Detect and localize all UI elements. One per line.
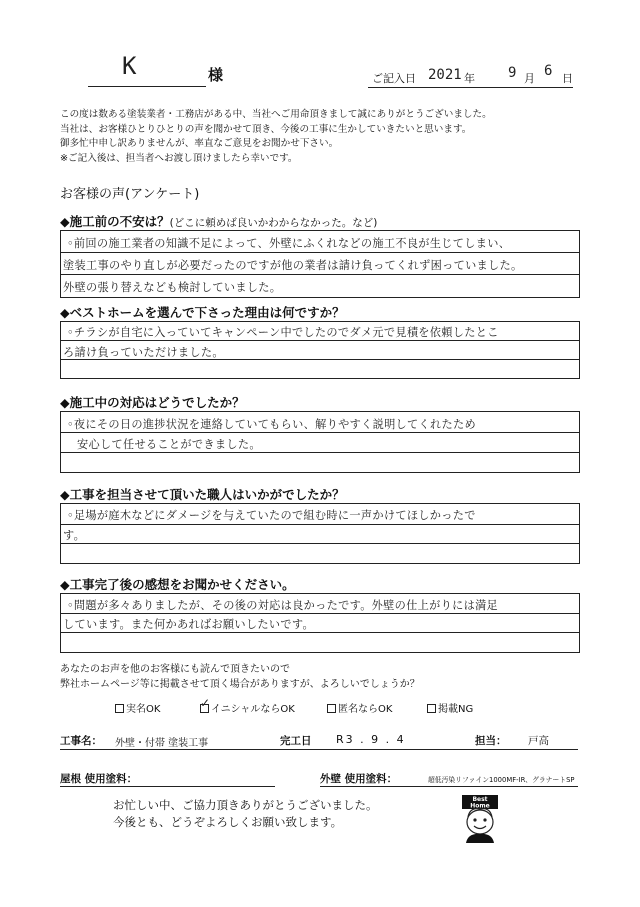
ruled-line [61,452,579,453]
checkbox-icon[interactable] [327,704,336,713]
intro-text [60,108,620,166]
staff-label: 担当： [475,735,507,747]
option-label: 匿名ならOK [338,704,393,715]
day-unit: 日 [562,72,573,85]
date-field [368,65,573,88]
option-label: 掲載NG [438,704,474,715]
ruled-line [61,340,579,341]
question-title [60,575,295,593]
answer-line: す。 [63,529,86,542]
answer-line: ◦夜にその日の進捗状況を連絡していてもらい、解りやすく説明してくれたため [67,418,476,431]
ruled-line [61,252,579,253]
answer-line: ◦前回の施工業者の知識不足によって、外壁にふくれなどの施工不良が生じてしまい、 [67,237,511,250]
option-no-publish[interactable] [427,700,473,715]
answer-line: 外壁の張り替えなども検討していました。 [63,281,282,294]
question-text: ◆施工前の不安は？ [60,214,170,229]
honorific: 様 [208,66,224,84]
wall-paint-line [320,786,578,787]
option-label: 実名OK [126,704,161,715]
question-title [60,393,245,411]
month-unit: 月 [524,72,535,85]
date-year: 2021 [428,67,462,83]
consent-line: 弊社ホームページ等に掲載させて頂く場合がありますが、よろしいでしょうか？ [60,679,420,690]
staff-name: 戸高 [528,735,549,747]
survey-title: お客様の声(アンケート) [60,187,200,202]
intro-line: 御多忙中申し訳ありませんが、率直なご意見をお聞かせ下さい。 [60,138,339,150]
best-home-logo [460,795,500,843]
intro-line: この度は数ある塗装業者・工務店がある中、当社へご用命頂きまして誠にありがとうございました。 [60,109,492,120]
answer-line: ◦問題が多々ありましたが、その後の対応は良かったです。外壁の仕上がりには満足 [67,599,499,612]
check-mark-icon: ✓ [200,696,211,710]
logo-text-best: Best [472,796,488,803]
work-name: 外壁・付帯 塗装工事 [115,738,209,749]
wall-paint-label: 外壁 使用塗料： [320,773,398,785]
consent-text [60,662,420,692]
checkbox-icon[interactable] [200,696,211,713]
thanks-message [113,797,378,831]
option-initials[interactable] [200,696,295,715]
question-title [60,212,377,230]
answer-line: しています。また何かあればお願いしたいです。 [63,618,314,631]
date-month: 9 [508,65,517,81]
work-row-line [60,749,578,750]
question-text: ◆工事完了後の感想をお聞かせください。 [60,577,295,592]
question-text: ◆施工中の対応はどうでしたか？ [60,395,245,410]
ruled-line [61,524,579,525]
customer-name: K [122,52,137,80]
answer-line: ろ請け負っていただけました。 [63,346,224,359]
ruled-line [61,613,579,614]
ruled-line [61,543,579,544]
answer-box [60,411,580,473]
checkbox-icon[interactable] [427,704,436,713]
answer-box [60,230,580,298]
question-text: ◆工事を担当させて頂いた職人はいかがでしたか？ [60,487,345,502]
date-day: 6 [544,63,553,79]
consent-line: あなたのお声を他のお客様にも読んで頂きたいので [60,664,290,675]
ruled-line [61,432,579,433]
logo-text-home: Home [470,802,490,810]
intro-line: ※ご記入後は、担当者へお渡し頂けましたら幸いです。 [60,152,298,164]
wall-paint-value: 超低汚染リファイン1000MF-IR、グラナートSP [428,776,575,784]
ruled-line [61,274,579,275]
completion-date: R3 . 9 . 4 [336,733,406,746]
question-title [60,303,345,321]
roof-paint-label: 屋根 使用塗料： [60,773,138,785]
year-unit: 年 [464,72,475,85]
question-title [60,485,345,503]
question-text: ◆ベストホームを選んで下さった理由は何ですか？ [60,305,345,320]
answer-box [60,593,580,653]
mascot-icon [460,795,500,843]
option-real-name[interactable] [115,700,160,715]
completion-label: 完工日 [280,735,312,747]
answer-line: 塗装工事のやり直しが必要だったのですが他の業者は請け負ってくれず困っていました。 [63,259,523,272]
ruled-line [61,632,579,633]
answer-line: ◦チラシが自宅に入っていてキャンペーン中でしたのでダメ元で見積を依頼したとこ [67,326,499,339]
answer-line: ◦足場が庭木などにダメージを与えていたので組む時に一声かけてほしかったで [67,509,476,522]
answer-line: 安心して任せることができました。 [77,438,261,451]
work-name-label: 工事名： [60,735,102,747]
intro-line: 当社は、お客様ひとりひとりの声を聞かせて頂き、今後の工事に生かしていきたいと思います。 [60,123,472,135]
answer-box [60,321,580,379]
option-anonymous[interactable] [327,700,392,715]
option-label: イニシャルならOK [211,704,295,715]
roof-paint-line [60,786,275,787]
checkbox-icon[interactable] [115,704,124,713]
thanks-line: お忙しい中、ご協力頂きありがとうございました。 [113,798,378,812]
thanks-line: 今後とも、どうぞよろしくお願い致します。 [113,815,343,829]
question-note: (どこに頼めば良いかわからなかった。など) [169,217,378,229]
answer-box [60,503,580,564]
name-underline [88,86,206,87]
date-label: ご記入日 [372,72,416,85]
